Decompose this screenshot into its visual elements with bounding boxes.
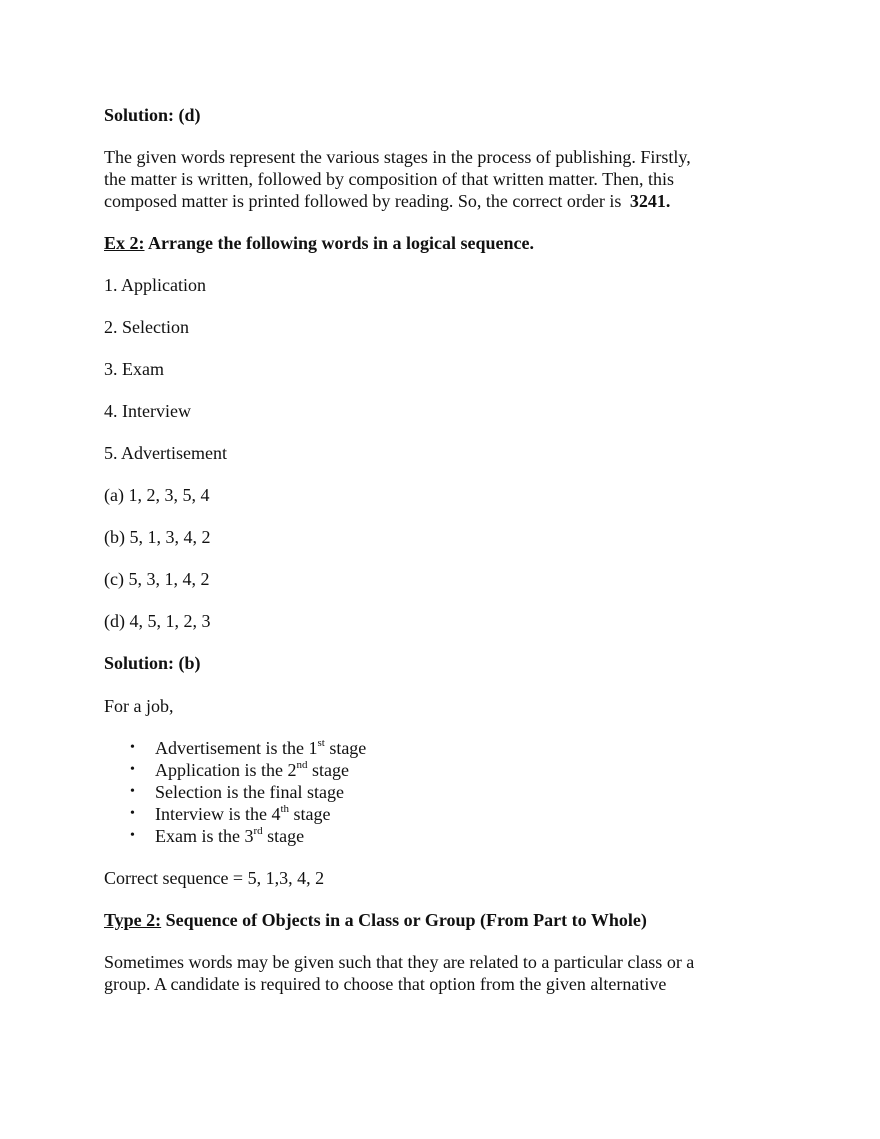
- option-d: (d) 4, 5, 1, 2, 3: [104, 611, 211, 631]
- bullet-icon: •: [130, 784, 135, 799]
- bullet-icon: •: [130, 762, 135, 777]
- list-item: • Selection is the final stage: [130, 782, 344, 802]
- list-item: • Advertisement is the 1st stage: [130, 737, 367, 758]
- solution-label: Solution:: [104, 105, 175, 125]
- word-item: 3. Exam: [104, 359, 164, 379]
- paragraph-line-1: Sometimes words may be given such that they are related to a particular class or a: [104, 952, 695, 972]
- example-label: Ex 2:: [104, 233, 145, 253]
- stage-list: [104, 737, 366, 847]
- explanation-paragraph: [104, 146, 784, 212]
- correct-sequence: Correct sequence = 5, 1,3, 4, 2: [104, 868, 325, 888]
- explanation-line-1: The given words represent the various stages in the process of publishing. Firstly,: [104, 147, 691, 167]
- word-item: 5. Advertisement: [104, 443, 227, 463]
- type-2-heading: [104, 909, 784, 931]
- solution-answer: (b): [178, 653, 201, 673]
- word-item: 2. Selection: [104, 317, 189, 337]
- option-a: (a) 1, 2, 3, 5, 4: [104, 485, 210, 505]
- type-label: Type 2:: [104, 910, 162, 930]
- list-item: • Interview is the 4th stage: [130, 803, 331, 824]
- solution-label: Solution:: [104, 653, 175, 673]
- word-item: 4. Interview: [104, 401, 191, 421]
- type-2-paragraph: [104, 951, 784, 995]
- explanation-line-2: the matter is written, followed by composition of that written matter. Then, this: [104, 169, 675, 189]
- example-2-heading: [104, 232, 784, 254]
- type-title: Sequence of Objects in a Class or Group (From Part to Whole): [161, 910, 647, 930]
- bullet-icon: •: [130, 806, 135, 821]
- solution-answer: (d): [178, 105, 201, 125]
- explanation-line-3: composed matter is printed followed by reading. So, the correct order is 3241.: [104, 191, 671, 211]
- solution-2-heading: [104, 652, 784, 674]
- bullet-icon: •: [130, 740, 135, 755]
- option-b: (b) 5, 1, 3, 4, 2: [104, 527, 211, 547]
- word-item: 1. Application: [104, 275, 206, 295]
- option-c: (c) 5, 3, 1, 4, 2: [104, 569, 210, 589]
- list-item: • Exam is the 3rd stage: [130, 825, 305, 846]
- paragraph-line-2: group. A candidate is required to choose that option from the given alternative: [104, 974, 667, 994]
- solution-1-heading: [104, 104, 784, 126]
- list-item: • Application is the 2nd stage: [130, 759, 349, 780]
- correct-order-answer: 3241.: [629, 191, 671, 211]
- bullet-icon: •: [130, 828, 135, 843]
- intro-text: For a job,: [104, 696, 174, 716]
- example-question: Arrange the following words in a logical sequence.: [144, 233, 534, 253]
